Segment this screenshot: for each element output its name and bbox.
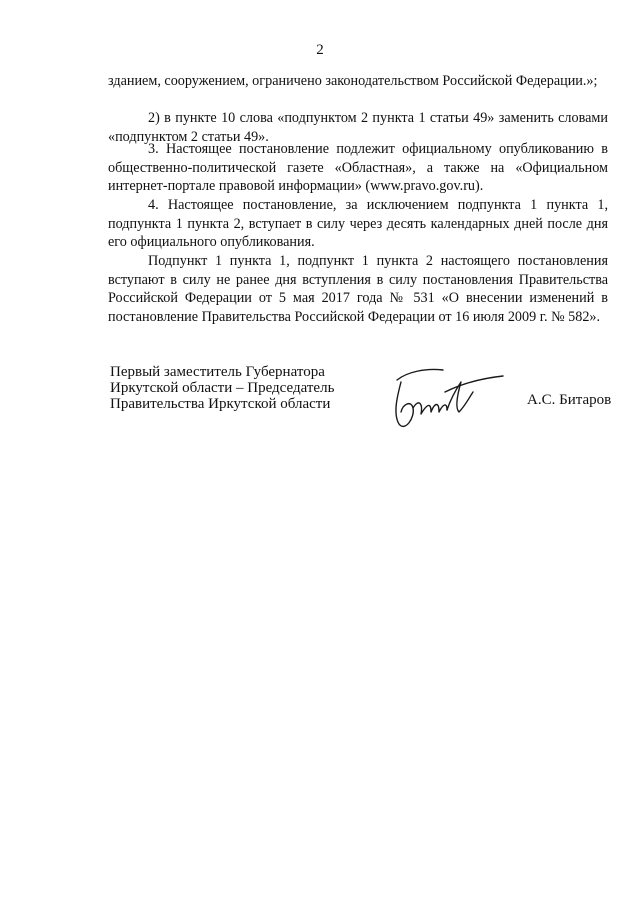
page-number: 2 <box>316 42 324 58</box>
signer-title-line-1: Первый заместитель Губернатора <box>110 364 325 380</box>
paragraph-3: 3. Настоящее постановление подлежит официальному опубликованию в общественно-политической газете «Областная», а также на «Официальном интернет-портале правовой информации» (www.pravo.gov.ru). <box>108 141 608 194</box>
handwritten-signature <box>385 362 505 437</box>
paragraph-2: 2) в пункте 10 слова «подпунктом 2 пункта 1 статьи 49» заменить словами «подпунктом 2 статьи 49». <box>108 110 608 145</box>
signer-title <box>110 364 334 412</box>
paragraph-4: 4. Настоящее постановление, за исключением подпункта 1 пункта 1, подпункта 1 пункта 2, вступает в силу через десять календарных дней после дня его официального опубликования. <box>108 197 608 250</box>
signer-title-line-3: Правительства Иркутской области <box>110 396 331 412</box>
signer-name: А.С. Битаров <box>527 392 612 408</box>
signer-title-line-2: Иркутской области – Председатель <box>110 380 335 396</box>
paragraph-1: зданием, сооружением, ограничено законодательством Российской Федерации.»; <box>108 73 598 89</box>
paragraph-5: Подпункт 1 пункта 1, подпункт 1 пункта 2 настоящего постановления вступают в силу не ранее дня вступления в силу постановления Правительства Российской Федерации от 5 мая 2017 года № 531 «О внесении изменений в постановление Правительства Российской Федерации от 16 июля 2009 г. № 582». <box>108 253 608 325</box>
